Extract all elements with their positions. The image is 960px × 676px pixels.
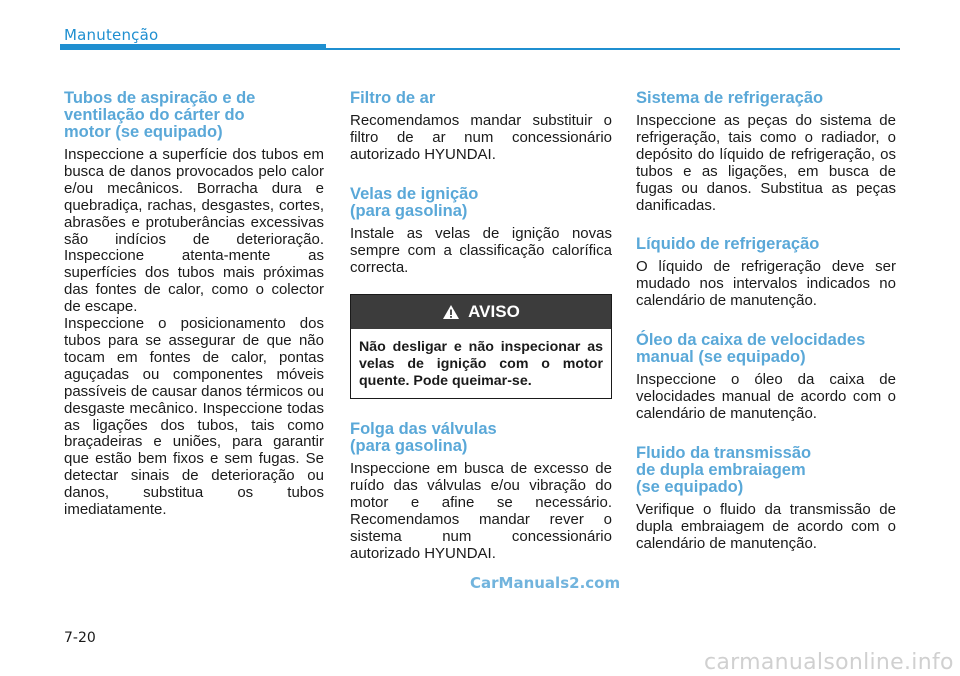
heading-valve-clearance: Folga das válvulas (para gasolina) — [350, 420, 497, 456]
heading-dct-fluid: Fluido da transmissão de dupla embraiagem (se equipado) — [636, 443, 812, 496]
paragraph-manual-gearbox-oil: Inspeccione o óleo da caixa de velocidades manual de acordo com o calendário de manutenção. — [636, 371, 896, 422]
column-2 — [350, 90, 612, 563]
heading-crankcase-hoses: Tubos de aspiração e de ventilação do cárter do motor (se equipado) — [64, 89, 256, 141]
paragraph-hoses-inspect: Inspeccione a superfície dos tubos em busca de danos provocados pelo calor e/ou mecânicos. Borracha dura e quebradiça, rachas, desgastes, cortes, abrasões e protuberâncias excessivas são indícios de deterioração. Inspeccione atenta-mente as superfícies dos tubos mais próximas das fontes de calor, como o colector de escape. — [64, 146, 324, 316]
heading-cooling-system: Sistema de refrigeração — [636, 89, 824, 107]
section-title: Manutenção — [64, 26, 159, 44]
paragraph-dct-fluid: Verifique o fluido da transmissão de dupla embraiagem de acordo com o calendário de manutenção. — [636, 500, 896, 552]
heading-manual-gearbox-oil: Óleo da caixa de velocidades manual (se equipado) — [636, 331, 866, 367]
warning-header — [351, 295, 611, 329]
column-1 — [64, 90, 324, 519]
paragraph-cooling-system: Inspeccione as peças do sistema de refrigeração, tais como o radiador, o depósito do líquido de refrigeração, os tubos e as ligações, em busca de fugas ou danos. Substitua as peças danificadas. — [636, 112, 896, 214]
paragraph-valve-clearance: Inspeccione em busca de excesso de ruído das válvulas e/ou vibração do motor e afine se necessário. Recomendamos mandar rever o sistema num concessionário autorizado HYUNDAI. — [350, 460, 612, 562]
heading-spark-plugs: Velas de ignição (para gasolina) — [350, 184, 479, 220]
paragraph-hoses-routing: Inspeccione o posicionamento dos tubos para se assegurar de que não tocam em fontes de calor, pontas aguçadas ou componentes móveis passíveis de causar danos térmicos ou desgaste mecânico. Inspeccione todas as ligações dos tubos, tais como braçadeiras e uniões, para garantir que estão bem fixos e sem fugas. Se detectar sinais de deterioração ou danos, substitua os tubos imediatamente. — [64, 315, 324, 519]
carmanuals-watermark: CarManuals2.com — [470, 574, 621, 592]
warning-triangle-icon — [442, 304, 460, 320]
site-watermark: carmanualsonline.info — [704, 650, 954, 675]
header-bar-thin — [326, 48, 900, 50]
column-3 — [636, 90, 896, 553]
warning-text: Não desligar e não inspecionar as velas de ignição com o motor quente. Pode queimar-se. — [359, 339, 603, 390]
paragraph-air-filter: Recomendamos mandar substituir o filtro de ar num concessionário autorizado HYUNDAI. — [350, 112, 612, 163]
warning-box — [350, 294, 612, 399]
page-number: 7-20 — [64, 630, 96, 646]
heading-air-filter: Filtro de ar — [350, 89, 436, 107]
paragraph-spark-plugs: Instale as velas de ignição novas sempre com a classificação calorífica correcta. — [350, 224, 612, 276]
header-bar-thick — [60, 44, 326, 50]
warning-label: AVISO — [468, 302, 520, 322]
paragraph-coolant: O líquido de refrigeração deve ser mudado nos intervalos indicados no calendário de manutenção. — [636, 258, 896, 310]
heading-coolant: Líquido de refrigeração — [636, 235, 820, 254]
